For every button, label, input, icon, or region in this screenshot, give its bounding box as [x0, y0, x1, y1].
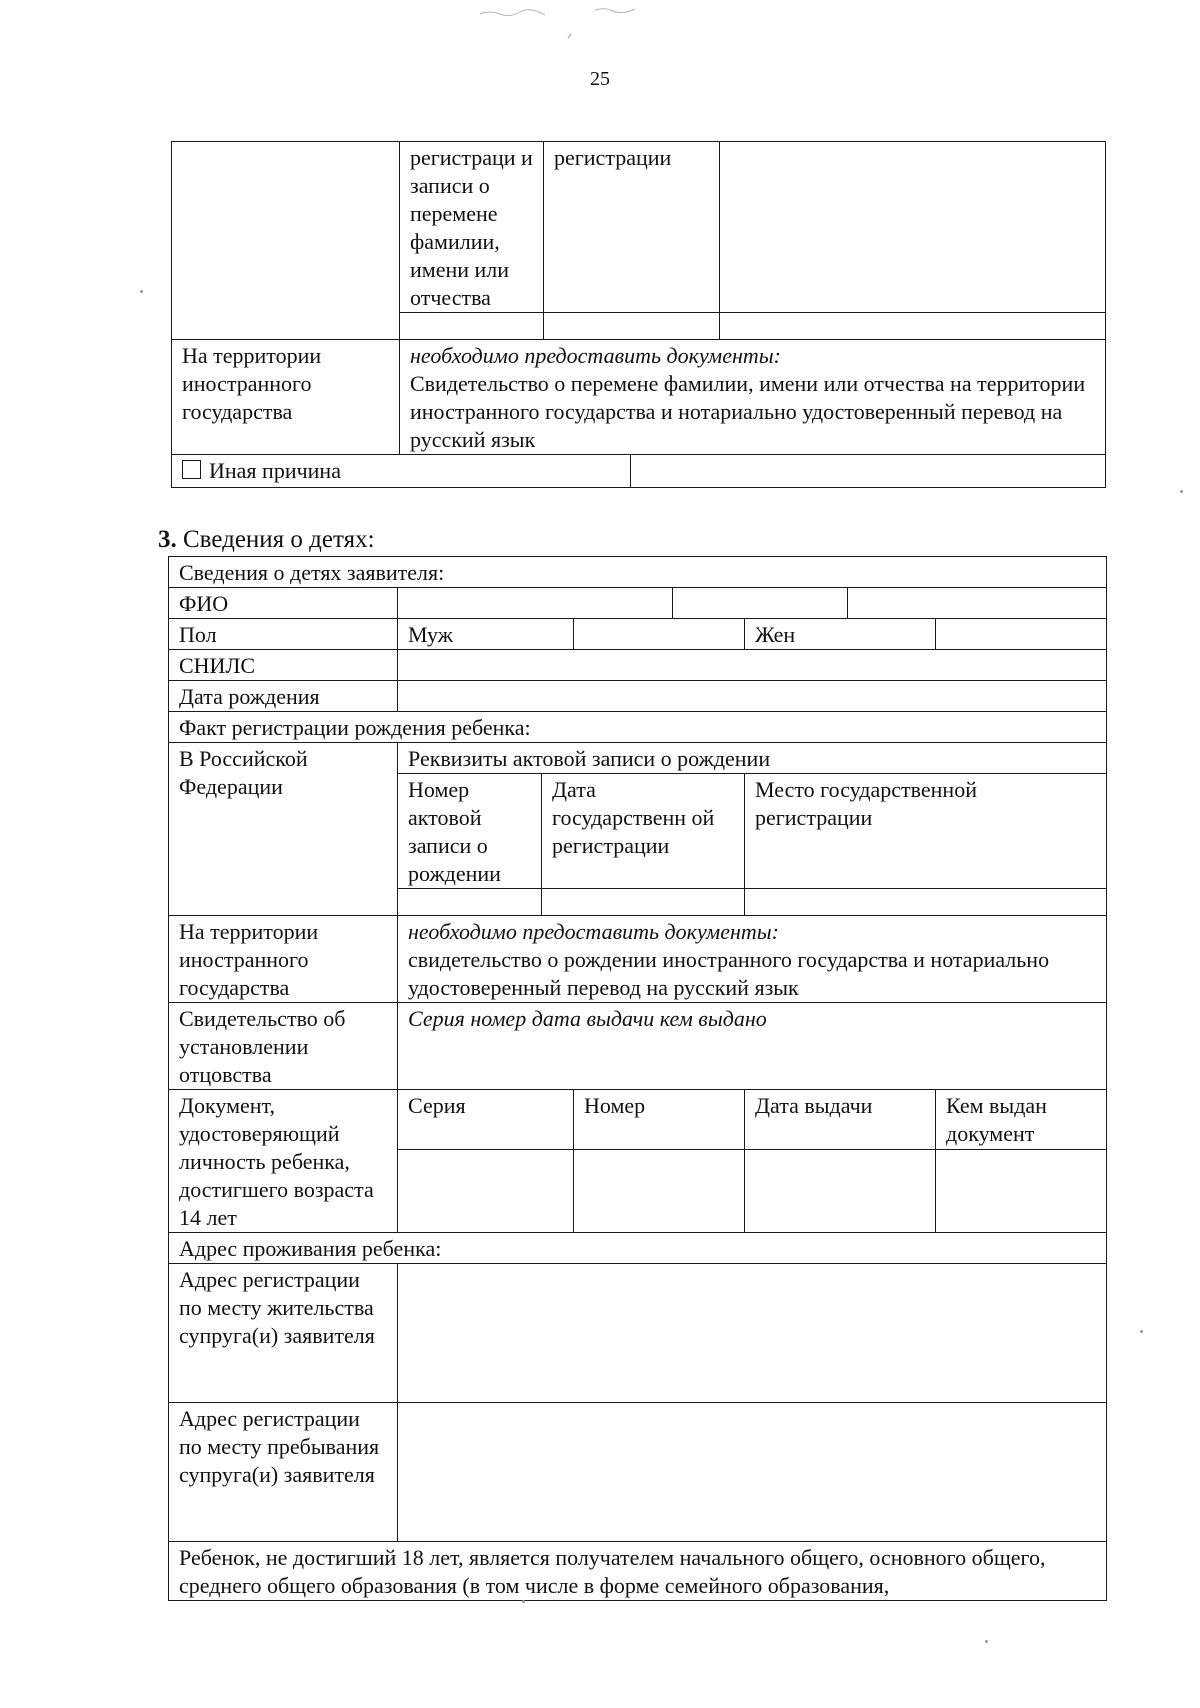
foreign-note: необходимо предоставить документы:: [410, 343, 782, 368]
foreign-territory-docs: [400, 340, 1106, 455]
table-row: [169, 1264, 1107, 1403]
fio-name-field[interactable]: [673, 588, 848, 619]
table-row: [172, 340, 1106, 455]
blank-cell[interactable]: [720, 313, 1106, 340]
sex-female-field[interactable]: [936, 619, 1107, 650]
section-number: 3.: [158, 526, 177, 553]
birth-date-field[interactable]: [398, 681, 1107, 712]
scan-speck: [985, 1640, 988, 1643]
fio-patronymic-field[interactable]: [848, 588, 1107, 619]
table-row: [169, 1542, 1107, 1601]
blank-cell[interactable]: [400, 313, 544, 340]
id-document-label: Документ, удостоверяющий личность ребенка, достигшего возраста 14 лет: [169, 1090, 398, 1233]
table-row: [169, 712, 1107, 743]
fio-surname-field[interactable]: [398, 588, 673, 619]
foreign-docs-text: Свидетельство о перемене фамилии, имени или отчества на территории иностранного государства и нотариально удостоверенный перевод на русский язык: [410, 371, 1086, 452]
name-change-table: [171, 141, 1105, 488]
paternity-label: Свидетельство об установлении отцовства: [169, 1003, 398, 1090]
table-cell: [172, 142, 400, 340]
children-table: [168, 556, 1106, 1601]
address-stay-field[interactable]: [398, 1403, 1107, 1542]
act-record-header: Реквизиты актовой записи о рождении: [398, 743, 1107, 774]
table-row: [169, 557, 1107, 588]
foreign-docs-text: свидетельство о рождении иностранного государства и нотариально удостоверенный перевод на русский язык: [408, 947, 1050, 1000]
table-row: [169, 1090, 1107, 1150]
address-header: Адрес проживания ребенка:: [169, 1233, 1107, 1264]
table-row: [169, 743, 1107, 774]
act-date-header: Дата государственн ой регистрации: [542, 774, 745, 889]
act-place-header: Место государственной регистрации: [745, 774, 1107, 889]
sex-label: Пол: [169, 619, 398, 650]
foreign-territory-docs: [398, 916, 1107, 1003]
id-issue-date-field[interactable]: [745, 1150, 936, 1233]
rf-label: В Российской Федерации: [169, 743, 398, 916]
table-row: [172, 455, 1106, 488]
id-series-field[interactable]: [398, 1150, 574, 1233]
snils-row: [169, 650, 1107, 681]
registration-cell: регистрации: [544, 142, 720, 313]
birth-date-row: [169, 681, 1107, 712]
act-record-cell: регистраци и записи о перемене фамилии, имени или отчества: [400, 142, 544, 313]
snils-field[interactable]: [398, 650, 1107, 681]
education-note: Ребенок, не достигший 18 лет, является получателем начального общего, основного общего, среднего общего образования (в том числе в форме семейного образования,: [169, 1542, 1107, 1601]
act-number-header: Номер актовой записи о рождении: [398, 774, 542, 889]
sex-row: [169, 619, 1107, 650]
id-issue-date-header: Дата выдачи: [745, 1090, 936, 1150]
other-reason-cell: [172, 455, 631, 488]
table-cell: [720, 142, 1106, 313]
foreign-note: необходимо предоставить документы:: [408, 919, 780, 944]
id-series-header: Серия: [398, 1090, 574, 1150]
scan-speck: [1180, 490, 1183, 493]
birth-date-label: Дата рождения: [169, 681, 398, 712]
sex-male-label: Муж: [398, 619, 574, 650]
snils-label: СНИЛС: [169, 650, 398, 681]
fio-row: [169, 588, 1107, 619]
table-row: [169, 1233, 1107, 1264]
page-number: 25: [590, 68, 610, 90]
act-place-field[interactable]: [745, 889, 1107, 916]
other-reason-label: Иная причина: [209, 458, 341, 483]
children-header: Сведения о детях заявителя:: [169, 557, 1107, 588]
id-number-field[interactable]: [574, 1150, 745, 1233]
table-row: [169, 916, 1107, 1003]
blank-cell[interactable]: [544, 313, 720, 340]
fio-label: ФИО: [169, 588, 398, 619]
sex-male-field[interactable]: [574, 619, 745, 650]
address-residence-field[interactable]: [398, 1264, 1107, 1403]
section-title: Сведения о детях:: [183, 526, 375, 553]
scan-noise: [470, 0, 730, 50]
scan-speck: [522, 1600, 525, 1603]
foreign-territory-label: На территории иностранного государства: [172, 340, 400, 455]
section-heading: [158, 524, 375, 556]
blank-cell[interactable]: [631, 455, 1106, 488]
table-row: [169, 1003, 1107, 1090]
address-stay-label: Адрес регистрации по месту пребывания супруга(и) заявителя: [169, 1403, 398, 1542]
address-residence-label: Адрес регистрации по месту жительства супруга(и) заявителя: [169, 1264, 398, 1403]
sex-female-label: Жен: [745, 619, 936, 650]
table-row: [172, 142, 1106, 313]
id-issued-by-field[interactable]: [936, 1150, 1107, 1233]
table-row: [169, 1403, 1107, 1542]
id-issued-by-header: Кем выдан документ: [936, 1090, 1107, 1150]
scan-speck: [140, 290, 143, 293]
birth-registration-header: Факт регистрации рождения ребенка:: [169, 712, 1107, 743]
scan-speck: [1140, 1330, 1143, 1333]
id-number-header: Номер: [574, 1090, 745, 1150]
paternity-field[interactable]: Серия номер дата выдачи кем выдано: [398, 1003, 1107, 1090]
act-number-field[interactable]: [398, 889, 542, 916]
act-date-field[interactable]: [542, 889, 745, 916]
other-reason-checkbox[interactable]: [182, 460, 201, 479]
foreign-territory-label: На территории иностранного государства: [169, 916, 398, 1003]
